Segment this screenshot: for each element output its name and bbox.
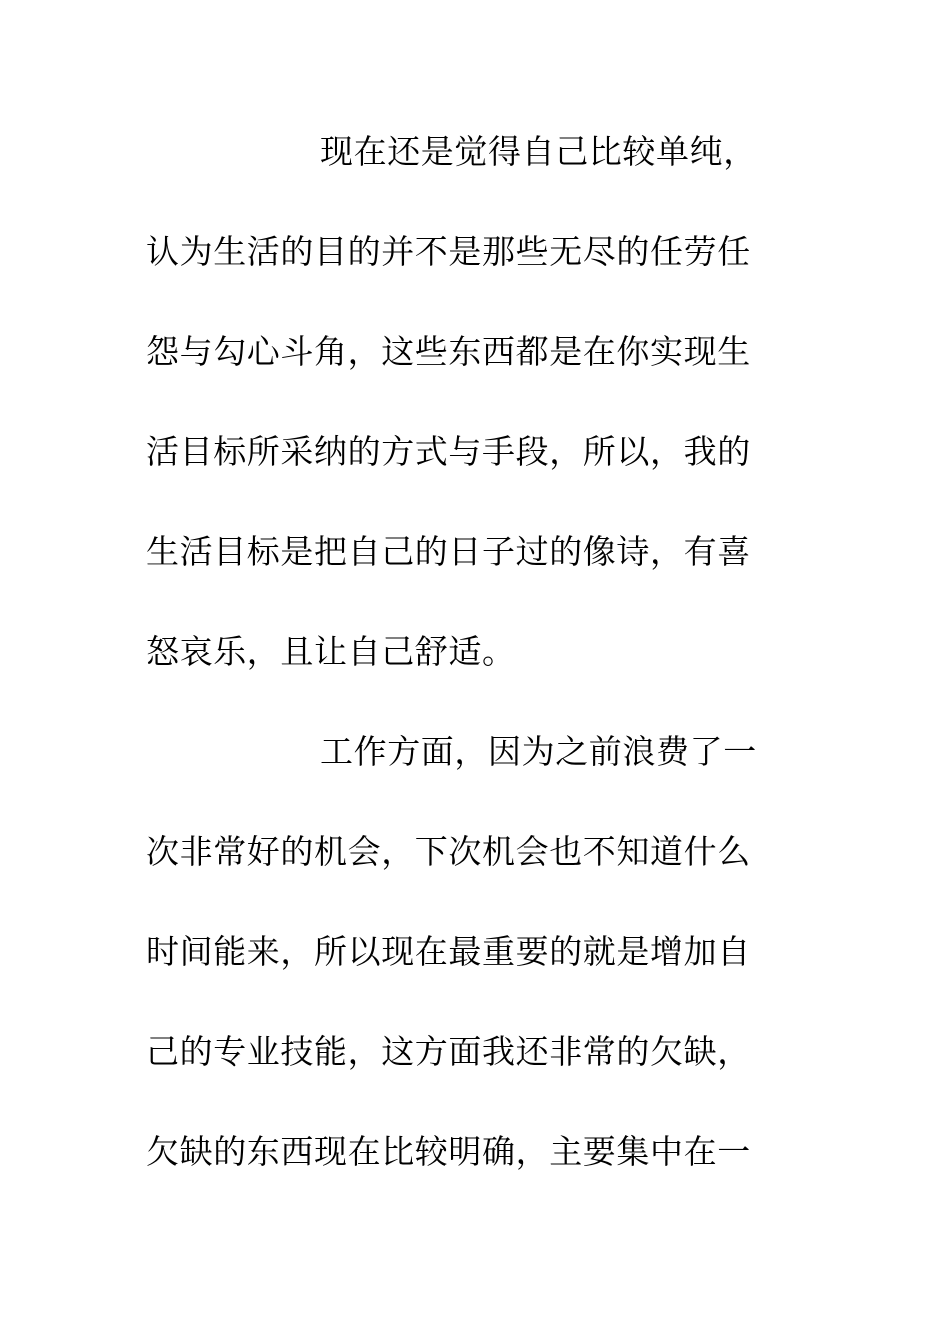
text-line: 认为生活的目的并不是那些无尽的任劳任 [146, 232, 751, 271]
text-line: 欠缺的东西现在比较明确，主要集中在一 [146, 1132, 751, 1171]
text-line: 生活目标是把自己的日子过的像诗，有喜 [146, 532, 751, 571]
text-line: 己的专业技能，这方面我还非常的欠缺， [146, 1032, 751, 1071]
text-line: 次非常好的机会，下次机会也不知道什么 [146, 832, 751, 871]
text-line: 时间能来，所以现在最重要的就是增加自 [146, 932, 751, 971]
text-line: 现在还是觉得自己比较单纯， [320, 132, 757, 171]
text-line: 怒哀乐，且让自己舒适。 [146, 632, 516, 671]
text-line: 工作方面，因为之前浪费了一 [320, 732, 757, 771]
text-line: 活目标所采纳的方式与手段，所以，我的 [146, 432, 751, 471]
text-line: 怨与勾心斗角，这些东西都是在你实现生 [146, 332, 751, 371]
